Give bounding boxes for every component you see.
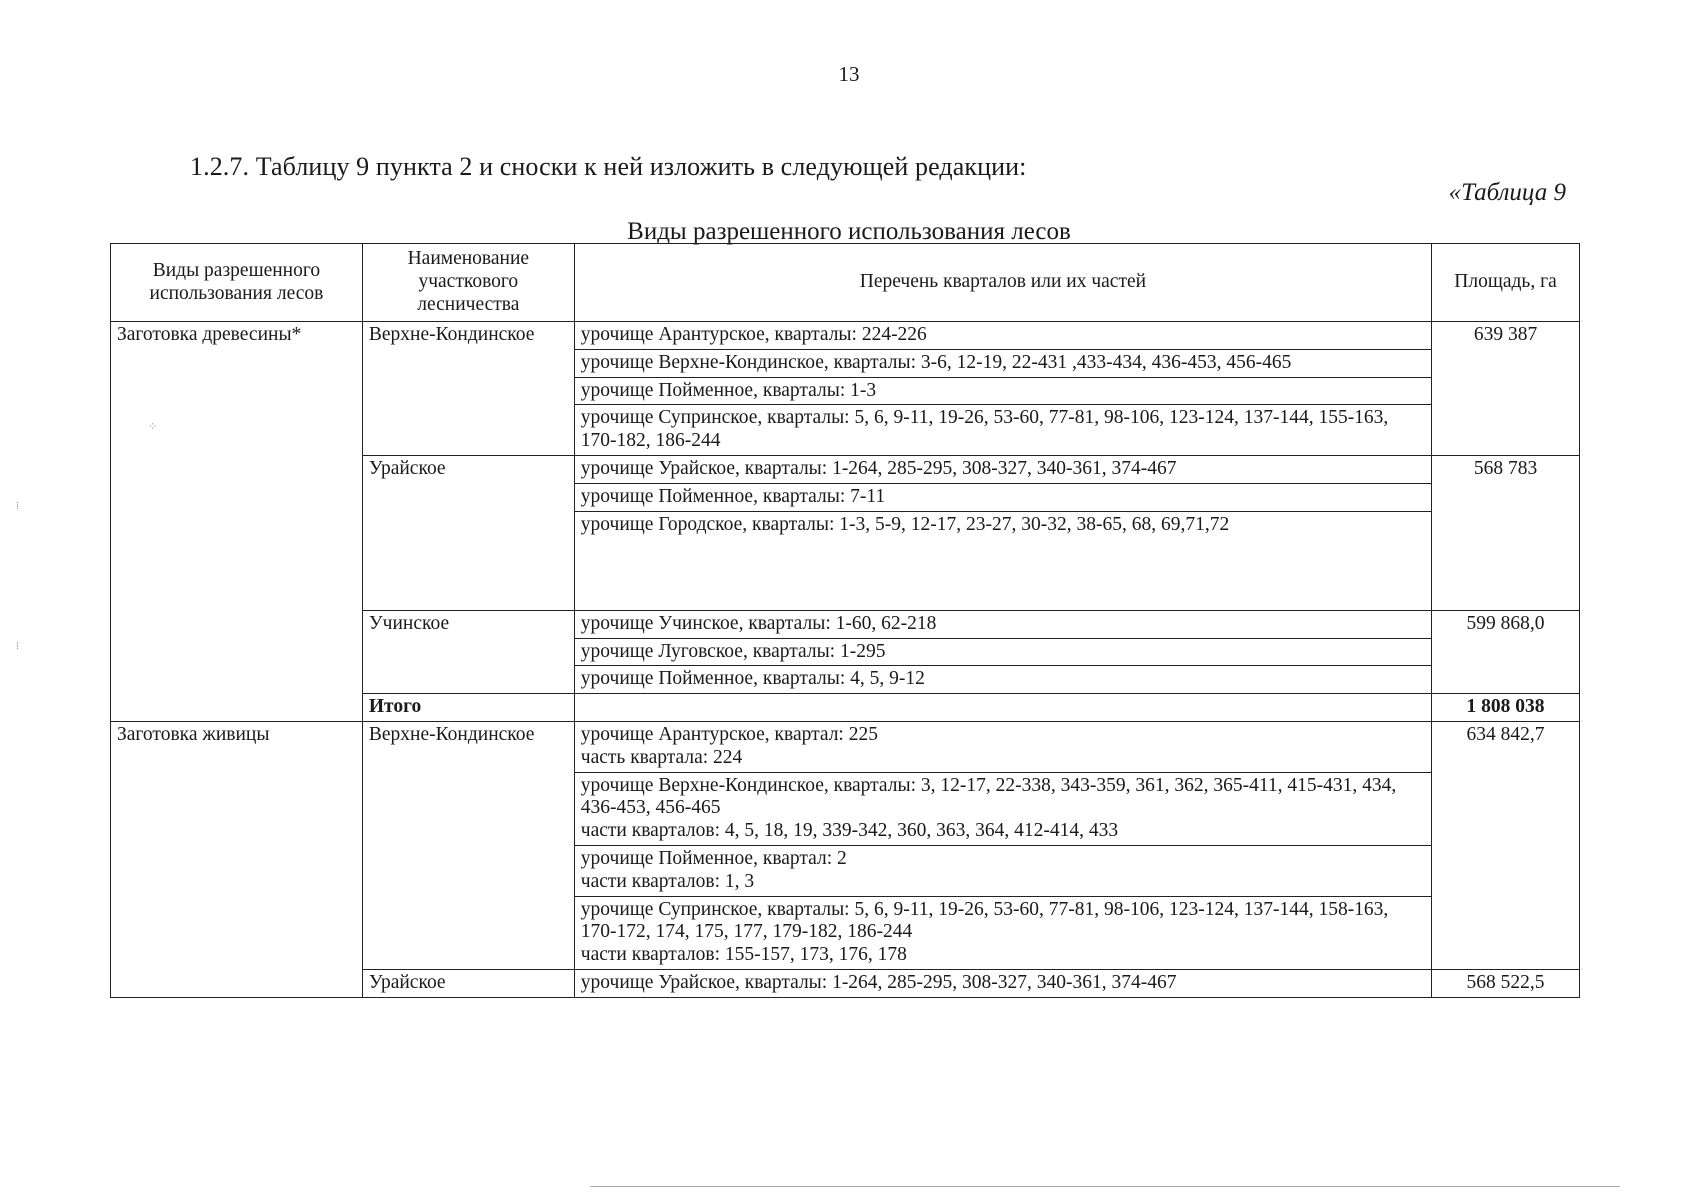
quarter-line: урочище Супринское, кварталы: 5, 6, 9-11, 19-26, 53-60, 77-81, 98-106, 123-124, 137-144, 158-163, 170-172, 174, 175, 177, 179-182, 186-244 — [580, 898, 1389, 943]
quarter-item: урочище Луговское, кварталы: 1-295 — [574, 638, 1431, 666]
quarter-line: урочище Пойменное, квартал: 2 — [580, 848, 847, 869]
amendment-intro: 1.2.7. Таблицу 9 пункта 2 и сноски к ней изложить в следующей редакции: — [190, 152, 1027, 181]
quarter-line: урочище Верхне-Кондинское, кварталы: 3, 12-17, 22-338, 343-359, 361, 362, 365-411, 415-431, 434, 436-453, 456-465 — [580, 774, 1397, 819]
quarter-item: урочище Урайское, кварталы: 1-264, 285-295, 308-327, 340-361, 374-467 — [574, 456, 1431, 484]
quarter-item: урочище Супринское, кварталы: 5, 6, 9-11, 19-26, 53-60, 77-81, 98-106, 123-124, 137-144, 155-163, 170-182, 186-244 — [574, 405, 1431, 456]
table-header-row — [111, 244, 1580, 322]
activity-timber: Заготовка древесины* — [111, 322, 363, 722]
quarter-item: урочище Пойменное, кварталы: 4, 5, 9-12 — [574, 666, 1431, 694]
quarter-part-line: части кварталов: 1, 3 — [580, 870, 755, 892]
header-area: Площадь, га — [1432, 244, 1580, 322]
page-number: 13 — [838, 62, 860, 86]
area-timber-ur: 568 783 — [1432, 456, 1580, 611]
scan-speck: ⁞ — [16, 640, 20, 652]
forestry-resin-ur: Урайское — [362, 970, 574, 998]
quarter-item — [574, 721, 1431, 772]
header-quarters: Перечень кварталов или их частей — [574, 244, 1431, 322]
quarter-line: урочище Арантурское, квартал: 225 — [580, 723, 878, 745]
forestry-resin-vk: Верхне-Кондинское — [362, 721, 574, 969]
forestry-timber-uch: Учинское — [362, 610, 574, 693]
quarter-item — [574, 772, 1431, 845]
quarter-item: урочище Урайское, кварталы: 1-264, 285-295, 308-327, 340-361, 374-467 — [574, 970, 1431, 998]
total-area: 1 808 038 — [1432, 694, 1580, 722]
quarter-item: урочище Городское, кварталы: 1-3, 5-9, 12-17, 23-27, 30-32, 38-65, 68, 69,71,72 — [574, 511, 1431, 610]
area-timber-vk: 639 387 — [1432, 322, 1580, 456]
table-label: «Таблица 9 — [1448, 179, 1566, 206]
forestry-timber-ur: Урайское — [362, 456, 574, 611]
quarter-item — [574, 846, 1431, 897]
footer-rule — [590, 1186, 1620, 1187]
area-resin-vk: 634 842,7 — [1432, 721, 1580, 969]
quarter-part-line: часть квартала: 224 — [580, 746, 743, 768]
total-label: Итого — [362, 694, 574, 722]
total-empty-cell — [574, 694, 1431, 722]
area-resin-ur: 568 522,5 — [1432, 970, 1580, 998]
table-row — [111, 322, 1580, 350]
scan-speck: ⁞ — [16, 500, 20, 512]
quarter-item: урочище Арантурское, кварталы: 224-226 — [574, 322, 1431, 350]
quarter-part-line: части кварталов: 4, 5, 18, 19, 339-342, 360, 363, 364, 412-414, 433 — [580, 820, 1119, 842]
forest-use-table — [110, 243, 1580, 998]
activity-resin: Заготовка живицы — [111, 721, 363, 997]
table-caption: Виды разрешенного использования лесов — [627, 218, 1071, 245]
header-forestry: Наименование участкового лесничества — [362, 244, 574, 322]
area-timber-uch: 599 868,0 — [1432, 610, 1580, 693]
forestry-timber-vk: Верхне-Кондинское — [362, 322, 574, 456]
table-row — [111, 721, 1580, 772]
quarter-item: урочище Верхне-Кондинское, кварталы: 3-6, 12-19, 22-431 ,433-434, 436-453, 456-465 — [574, 349, 1431, 377]
quarter-item: урочище Учинское, кварталы: 1-60, 62-218 — [574, 610, 1431, 638]
quarter-item: урочище Пойменное, кварталы: 1-3 — [574, 377, 1431, 405]
scan-speck: ⁘ — [148, 421, 158, 433]
quarter-item — [574, 896, 1431, 969]
header-activity: Виды разрешенного использования лесов — [111, 244, 363, 322]
quarter-part-line: части кварталов: 155-157, 173, 176, 178 — [580, 944, 907, 966]
quarter-item: урочище Пойменное, кварталы: 7-11 — [574, 483, 1431, 511]
